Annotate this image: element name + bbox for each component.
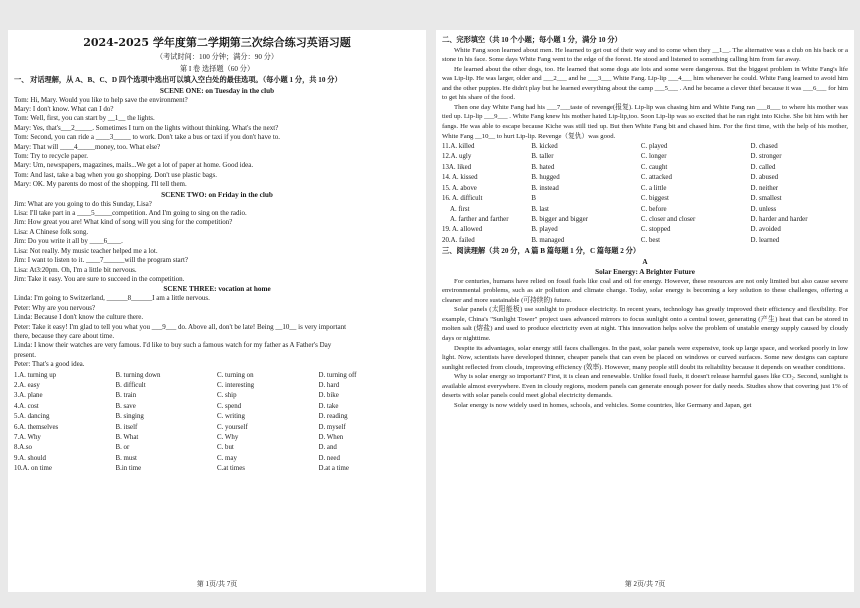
option-b: B. instead: [531, 184, 559, 192]
option-d: D. harder and harder: [750, 215, 808, 223]
option-d: D. learned: [750, 236, 780, 244]
option-b: B. or: [115, 444, 130, 452]
dialog-line: Mary: Um, newspapers, magazines, mails...We get a lot of paper at home. Good idea.: [14, 161, 254, 170]
option-a: 14. A. kissed: [442, 174, 478, 182]
passage-paragraph: Solar energy is now widely used in homes, schools, and vehicles. Some countries, like Germany and Japan, get: [454, 401, 752, 409]
option-c: C.at times: [217, 465, 245, 473]
option-a: 9.A. should: [14, 454, 46, 462]
page-2: [436, 30, 854, 592]
dialog-line: Linda: Because I don't know the culture there.: [14, 313, 144, 322]
option-c: C. played: [640, 143, 668, 151]
dialog-line: Linda: I know their watches are very famous. I'd like to buy such a famous watch for my father as A Father's Day: [14, 341, 332, 350]
option-d: D. When: [318, 434, 344, 441]
option-row: [14, 464, 420, 473]
passage-paragraph: Despite its advantages, solar energy still faces challenges. In the past, solar panels were expensive, took up large space, and worked poorly in low light. Now, scientists have developed thinner, cheaper panels that can even be placed on windows or curved surfaces. Some new designs can capture sunlight reflected from clouds, improving efficiency (效率). However, many people still doubt its reliability because it depends on weather conditions.: [442, 344, 848, 371]
passage-paragraph: For centuries, humans have relied on fossil fuels like coal and oil for energy. However, these resources are not only limited but also cause severe environmental problems, such as air pollution and climate change. Today, solar energy is becoming a key solution to these challenges, offering a cleaner and more sustainable (可持续的) future.: [442, 277, 848, 304]
option-d: D.at a time: [318, 465, 349, 473]
option-d: D. take: [318, 402, 339, 410]
cloze-paragraph: Then one day White Fang had his ___7___taste of revenge(报复). Lip-lip was chasing him and White Fang ran ___8___ to where his mother was tied up. Lip-lip ___9___ . White Fang knew his mother hated Lip-lip,too. Soon Lip-lip was so excited that he ran right into Kiche. She bit him with her fangs. He was able to escape because Kiche was still tied up. But then White Fang bit and chased him. For the first time, with the help of his mother, White Fang __10__ to hurt Lip-lip. Revenge（复仇）was good.: [442, 103, 848, 140]
passage-letter: A: [642, 257, 648, 266]
dialog-line: present.: [14, 350, 36, 359]
option-c: C. before: [640, 205, 667, 213]
section-3-heading: 三、阅读理解（共 20 分，A 篇 B 篇每题 1 分，C 篇每题 2 分）: [442, 247, 641, 256]
option-b: B. save: [115, 402, 136, 410]
option-row: [14, 423, 420, 432]
page-footer: 第 2页/共 7页: [624, 580, 666, 588]
option-b: B. difficult: [115, 381, 146, 389]
option-b: B. kicked: [531, 143, 558, 151]
dialog-line: Tom: Well, first, you can start by __1__ the lights.: [14, 114, 155, 123]
option-c: C. best: [640, 236, 661, 244]
option-d: D. smallest: [750, 195, 782, 203]
option-c: C. longer: [640, 153, 667, 161]
option-d: D. need: [318, 454, 340, 462]
dialog-line: Lisa: I'll take part in a ____5_____competition. And I'm going to sing on the radio.: [14, 209, 247, 218]
section-1-heading: 一、 对话理解，从 A、B、C、D 四个选项中选出可以填入空白处的最佳选项。（每小题 1 分，共 10 分）: [14, 76, 342, 84]
scene-2-heading: SCENE TWO: on Friday in the club: [161, 190, 273, 199]
dialog-line: Jim: How great you are! What kind of song will you sing for the competition?: [14, 218, 233, 227]
option-a: 5.A. dancing: [14, 413, 50, 421]
option-d: D. abused: [750, 174, 779, 182]
option-a: 7.A. Why: [14, 434, 41, 441]
dialog-line: Peter: That's a good idea.: [14, 360, 85, 369]
option-b: B. must: [115, 454, 137, 462]
option-row: [442, 225, 848, 234]
dialog-line: Mary: Yes, that's___2_____. Sometimes I turn on the lights without thinking. What's the next?: [14, 123, 279, 132]
option-c: C. but: [217, 444, 234, 452]
option-b: B. last: [531, 205, 549, 213]
option-row: [442, 215, 848, 224]
dialog-line: Peter: Take it easy! I'm glad to tell you what you ___9___ do. Above all, don't be late! Being __10__ is very important: [14, 322, 347, 331]
option-b: B. hugged: [531, 174, 560, 182]
option-c: C. yourself: [217, 423, 248, 431]
option-b: B. hated: [531, 163, 555, 171]
options-list-2: [442, 142, 848, 245]
option-a: 15. A. above: [442, 184, 477, 192]
dialog-line: Linda: I'm going to Switzerland, ______8______I am a little nervous.: [14, 294, 210, 303]
option-d: D. hard: [318, 381, 340, 389]
option-b: B. itself: [115, 423, 138, 431]
option-d: D. myself: [318, 423, 346, 431]
option-d: D. stronger: [750, 153, 782, 161]
option-d: D. neither: [750, 184, 779, 192]
option-a: 4.A. cost: [14, 402, 39, 410]
option-a: 19. A. allowed: [442, 226, 483, 234]
option-row: [442, 163, 848, 172]
exam-title: 2024-2025 学年度第二学期第三次综合练习英语习题: [83, 36, 351, 49]
dialog-line: Mary: I don't know. What can I do?: [14, 105, 114, 113]
option-d: D. unless: [750, 205, 777, 213]
option-row: [442, 194, 848, 203]
option-a: A. farther and farther: [450, 215, 509, 223]
option-c: C. ship: [217, 392, 237, 400]
option-row: [442, 205, 848, 214]
scene-1-heading: SCENE ONE: on Tuesday in the club: [159, 86, 275, 95]
option-c: C. spend: [217, 402, 242, 410]
option-a: 2.A. easy: [14, 381, 40, 389]
dialog-line: there, because they care about time.: [14, 331, 115, 340]
dialog-line: Lisa: A Chinese folk song.: [14, 227, 89, 236]
option-c: C. biggest: [640, 195, 669, 203]
option-c: C. stopped: [640, 226, 671, 234]
option-c: C. closer and closer: [640, 215, 696, 223]
passage-paragraph: Why is solar energy so important? First, it is clean and renewable. Unlike fossil fuels, it doesn't release harmful gases like CO₂. Second, sunlight is available almost everywhere. Even in cloudy regions, modern panels can generate enough power for daily needs. Studies show that covering just 1% of deserts with solar panels could meet global electricity demands.: [442, 373, 848, 400]
page-footer: 第 1页/共 7页: [196, 580, 238, 588]
dialog-line: Tom: Try to recycle paper.: [14, 152, 88, 161]
dialog-line: Jim: Take it easy. You are sure to succeed in the competition.: [14, 274, 185, 283]
option-c: C. writing: [217, 413, 245, 421]
option-a: 13A. liked: [442, 163, 472, 171]
page-1: [8, 30, 426, 592]
dialog-line: Jim: What are you going to do this Sunday, Lisa?: [14, 199, 152, 208]
dialog-line: Lisa: At3:20pm. Oh, I'm a little bit nervous.: [14, 265, 137, 274]
dialog-line: Mary: OK. My parents do most of the shopping. I'll tell them.: [14, 180, 187, 189]
dialog-2: [14, 200, 420, 285]
option-row: [14, 412, 420, 421]
option-c: C. may: [217, 454, 237, 462]
option-a: 6.A. themselves: [14, 423, 59, 431]
dialog-3: [14, 294, 420, 369]
dialog-line: Jim: Do you write it all by ____6____.: [14, 237, 123, 246]
option-a: A. first: [450, 205, 470, 213]
section-2-heading: 二、完形填空（共 10 个小题；每小题 1 分，满分 10 分）: [442, 36, 622, 44]
option-row: [442, 173, 848, 182]
dialog-line: Tom: Hi, Mary. Would you like to help save the environment?: [14, 95, 188, 104]
dialog-line: Tom: And last, take a bag when you go shopping. Don't use plastic bags.: [14, 170, 217, 179]
passage-title: Solar Energy: A Brighter Future: [595, 267, 695, 276]
option-a: 16. A. difficult: [442, 195, 483, 203]
option-b: B. singing: [115, 413, 144, 421]
option-c: C. caught: [640, 163, 668, 171]
option-b: B. What: [115, 434, 139, 441]
option-d: D. bike: [318, 392, 339, 400]
option-d: D. reading: [318, 413, 348, 421]
cloze-paragraph: He learned about the other dogs, too. He learned that some dogs ate lots and some were dangerous. But the biggest problem in White Fang's life was Lip-lip. He was larger, older and ___2___ and he ___3___ White Fang. Lip-lip ___4___ him whenever he could. White Fang learned to avoid him and the other puppies. He didn't play but he learned everything about the camp ___5___ . And he became a clever thief because it was ___6___ for him to get his share of the food.: [442, 65, 848, 102]
option-row: [14, 371, 420, 380]
option-row: [14, 381, 420, 390]
option-a: 12.A. ugly: [442, 153, 472, 161]
option-a: 20.A. failed: [442, 236, 475, 244]
option-a: 11.A. killed: [442, 143, 475, 151]
dialog-line: Lisa: Not really. My music teacher helped me a lot.: [14, 246, 158, 255]
option-b: B. bigger and bigger: [531, 215, 588, 223]
option-b: B. turning down: [115, 371, 161, 379]
option-c: C. a little: [640, 184, 667, 192]
option-b: B. played: [531, 226, 558, 234]
scene-3-heading: SCENE THREE: vocation at home: [163, 285, 271, 294]
dialog-line: Peter: Why are you nervous?: [14, 303, 96, 312]
option-c: C. turning on: [217, 371, 254, 379]
option-a: 1.A. turning up: [14, 371, 57, 379]
option-row: [14, 454, 420, 463]
option-d: D. called: [750, 163, 776, 171]
option-c: C. Why: [217, 434, 239, 441]
dialog-line: Mary: That will ____4_____money, too. What else?: [14, 142, 161, 151]
option-row: [442, 184, 848, 193]
option-row: [14, 443, 420, 452]
passage-paragraph: Solar panels (太阳能板) use sunlight to produce electricity. In recent years, technology has greatly improved their efficiency and flexibility. For example, China's "Sunlight Tower" project uses advanced mirrors to focus sunlight onto a central tower, generating (产生) heat that can be stored in molten salt (熔盐) and used to produce electricity even at night. This innovation helps solve the problem of unstable energy supply caused by cloudy days or nighttime.: [442, 306, 848, 342]
dialog-line: Tom: Second, you can ride a ____3_____ to work. Don't take a bus or taxi if you don't have to.: [14, 133, 281, 142]
option-b: B. taller: [531, 153, 554, 161]
option-c: C. interesting: [217, 381, 255, 389]
cloze-paragraph: White Fang soon learned about men. He learned to get out of their way and to come when they __1__. The alternative was a club on his back or a stone in his face. Some days White Fang went to the edge of the forest. He stood and listened to something calling him from far away.: [442, 46, 848, 64]
volume-label: 第 I 卷 选择题（60 分）: [179, 65, 255, 73]
option-a: 8.A.so: [14, 444, 32, 452]
option-row: [14, 433, 420, 442]
option-d: D. and: [318, 444, 337, 452]
option-b: B: [531, 195, 536, 203]
exam-subtitle: （考试时间：100 分钟；满分：90 分）: [155, 53, 279, 61]
option-row: [442, 152, 848, 161]
option-d: D. chased: [750, 143, 778, 151]
option-b: B. managed: [531, 236, 565, 244]
option-a: 3.A. plane: [14, 392, 43, 400]
option-b: B. train: [115, 392, 137, 400]
options-list-1: [14, 371, 420, 474]
option-row: [442, 142, 848, 151]
option-b: B.in time: [115, 465, 142, 473]
option-row: [14, 402, 420, 411]
option-c: C. attacked: [640, 174, 672, 182]
option-row: [14, 391, 420, 400]
option-row: [442, 236, 848, 245]
option-d: D. turning off: [318, 371, 357, 379]
option-a: 10.A. on time: [14, 465, 52, 473]
dialog-1: [14, 96, 420, 190]
option-d: D. avoided: [750, 226, 781, 234]
dialog-line: Jim: I want to listen to it. ____7______will the program start?: [14, 256, 189, 265]
